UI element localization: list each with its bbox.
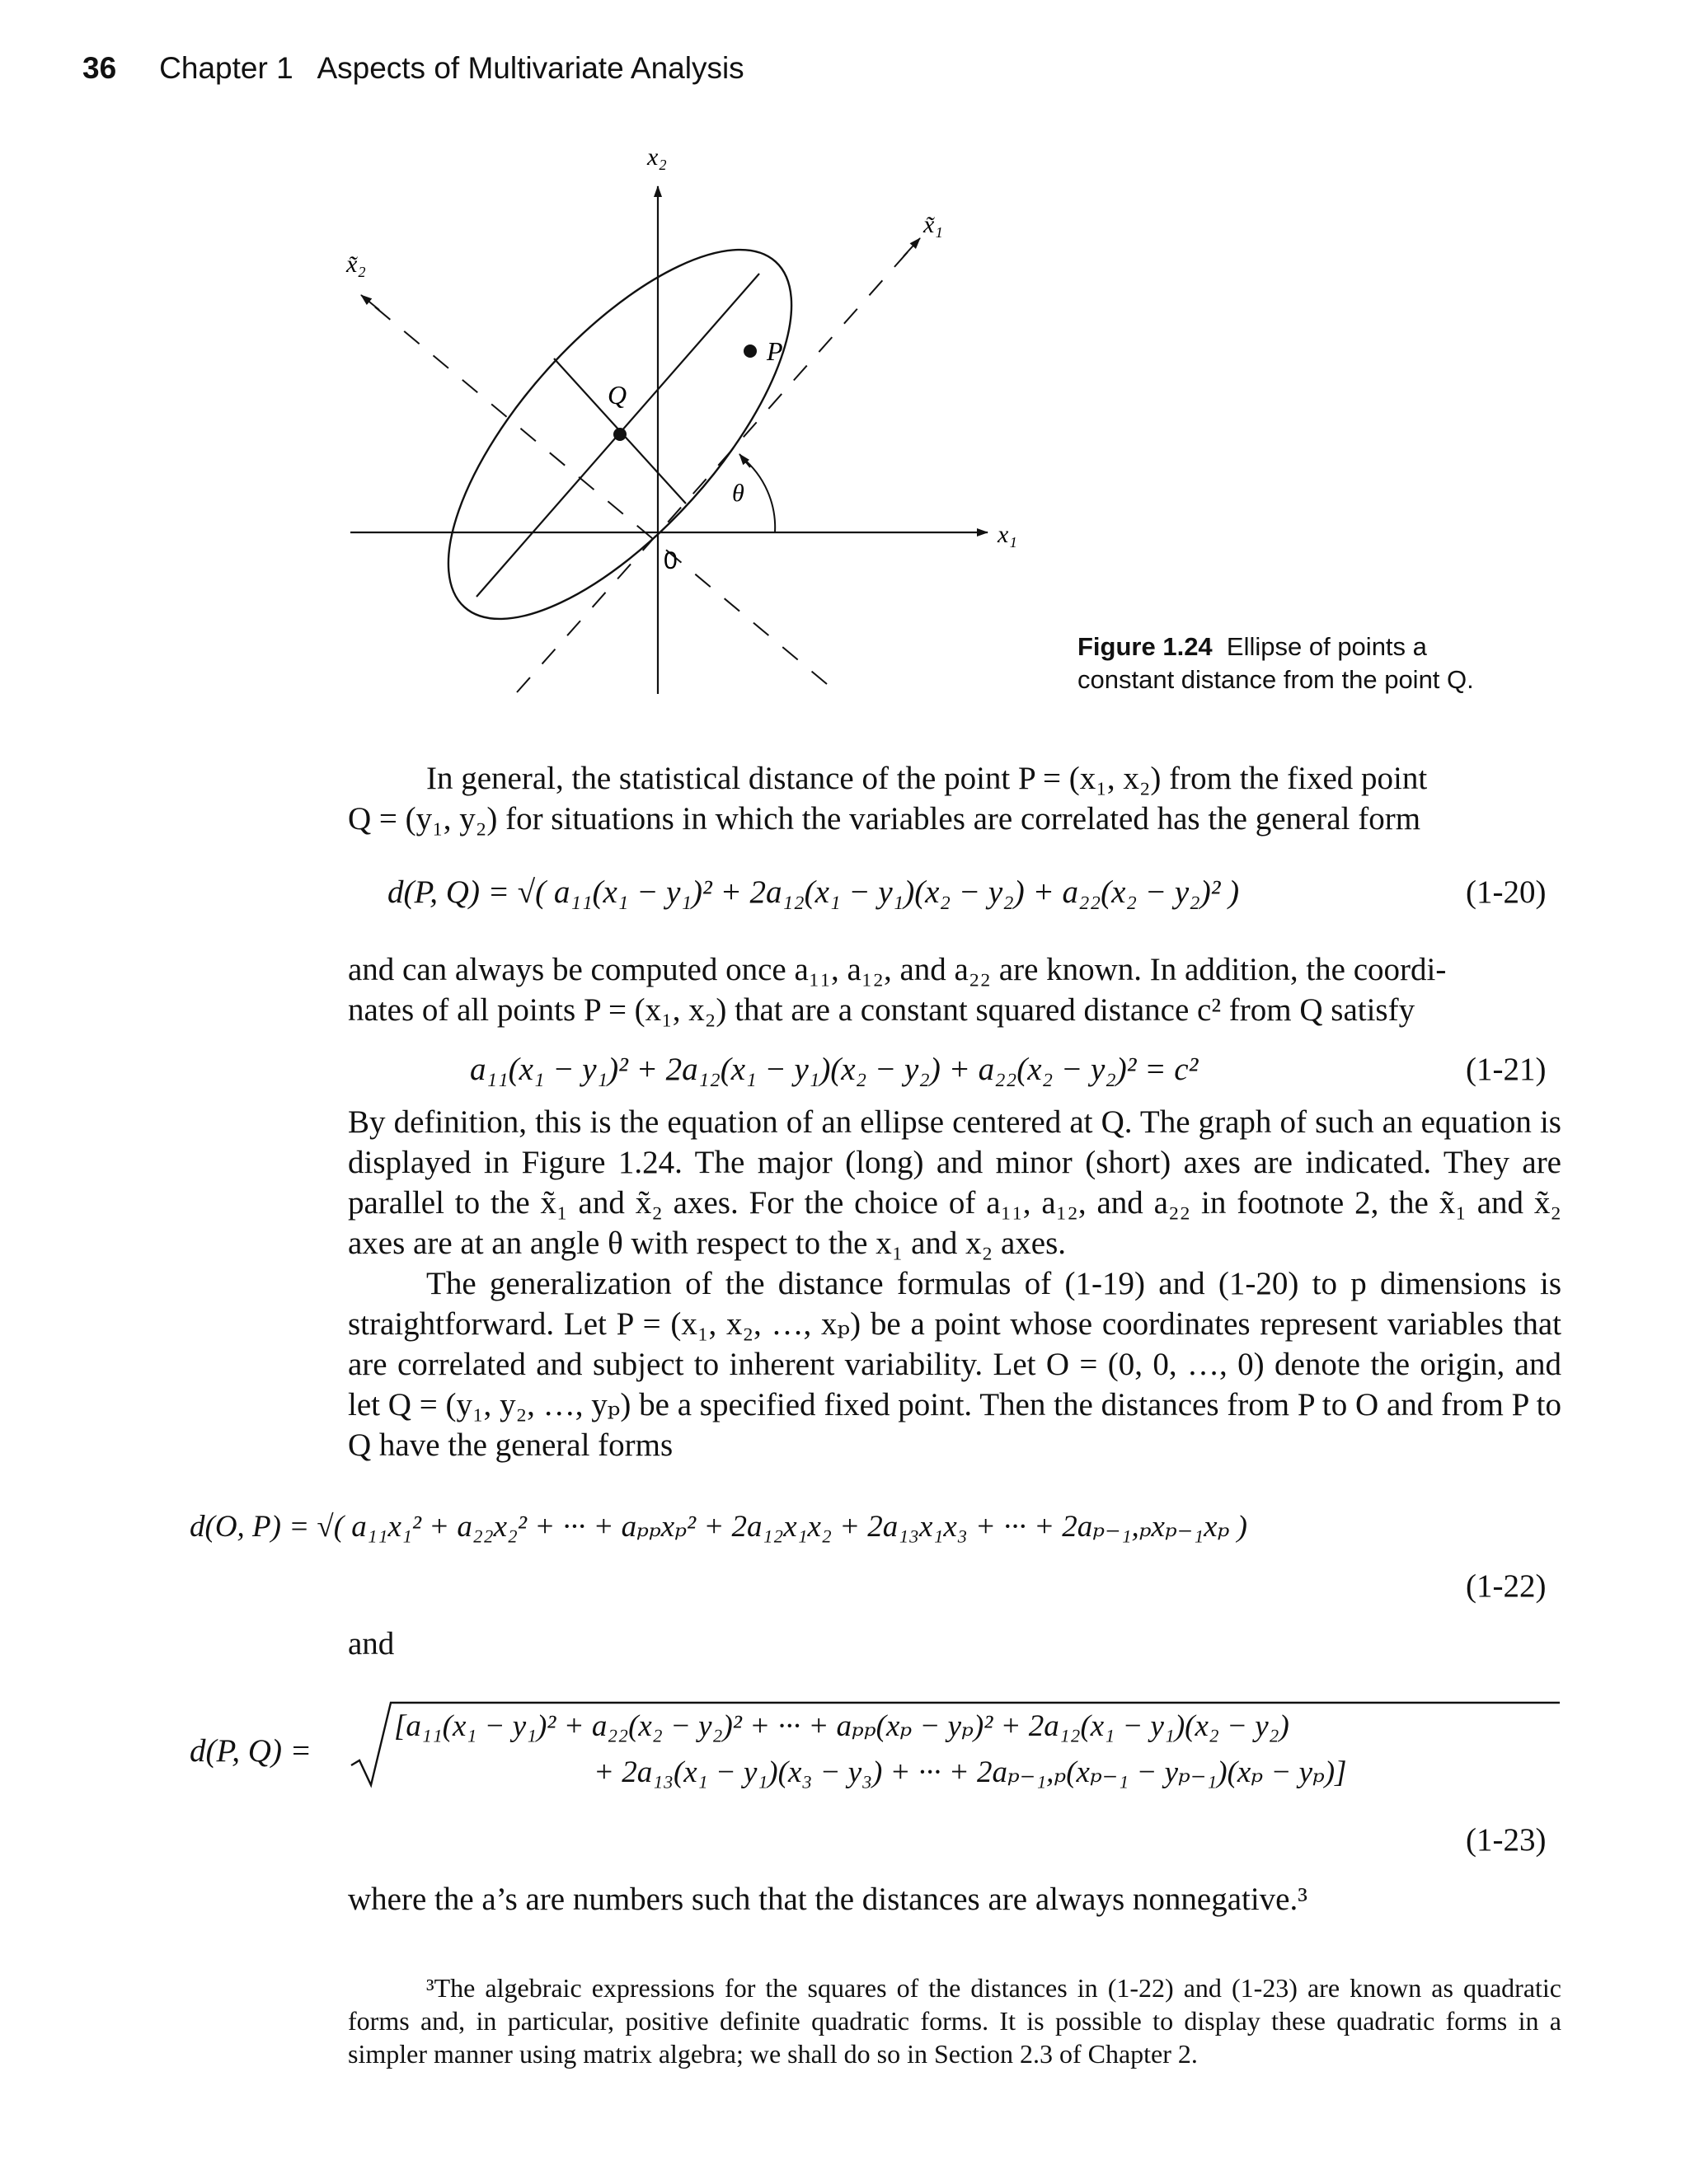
- paragraph-3: By definition, this is the equation of an ellipse centered at Q. The graph of such an equation is displayed in Figure 1.24. The major (long) and minor (short) axes are indicated. They are parallel to the x̃₁ and x̃₂ axes. For the choice of a₁₁, a₁₂, and a₂₂ in footnote 2, the x̃₁ and x̃₂ axes are at an angle θ with respect to the x₁ and x₂ axes.: [348, 1104, 1561, 1261]
- equation-1-23-lhs: d(P, Q) =: [190, 1733, 312, 1769]
- label-theta: θ: [732, 480, 744, 507]
- p1-line2: Q = (y₁, y₂) for situations in which the variables are correlated has the general form: [348, 801, 1421, 837]
- paragraph-5: where the a’s are numbers such that the distances are always nonnegative.³: [348, 1882, 1307, 1917]
- label-x2: x₂: [647, 143, 667, 171]
- theta-arc: [742, 457, 775, 532]
- equation-1-21-number: (1-21): [1466, 1052, 1547, 1087]
- equation-1-23-number: (1-23): [1466, 1822, 1547, 1858]
- point-Q: [613, 428, 627, 441]
- equation-1-23-line1: [a₁₁(x₁ − y₁)² + a₂₂(x₂ − y₂)² + ··· + aₚₚ(xₚ − yₚ)² + 2a₁₂(x₁ − y₁)(x₂ − y₂): [394, 1709, 1289, 1743]
- paragraph-4: The generalization of the distance formulas of (1-19) and (1-20) to p dimensions is straightforward. Let P = (x₁, x₂, …, xₚ) be a point whose coordinates represent variables that are correlated and subject to inherent variability. Let O = (0, 0, …, 0) denote the origin, and let Q = (y₁, y₂, …, yₚ) be a specified fixed point. Then the distances from P to O and from P to Q have the general forms: [348, 1266, 1561, 1463]
- equation-1-22: d(O, P) = √( a₁₁x₁² + a₂₂x₂² + ··· + aₚₚxₚ² + 2a₁₂x₁x₂ + 2a₁₃x₁x₃ + ··· + 2aₚ₋₁,ₚxₚ₋₁xₚ ): [190, 1510, 1247, 1544]
- and-word: and: [348, 1626, 395, 1661]
- figure-caption: [1077, 630, 1539, 696]
- paragraph-2: [348, 949, 1561, 1030]
- footnote: ³The algebraic expressions for the squares of the distances in (1-22) and (1-23) are known as quadratic forms and, in particular, positive definite quadratic forms. It is possible to display these quadratic forms in a simpler manner using matrix algebra; we shall do so in Section 2.3 of Chapter 2.: [348, 1973, 1561, 2069]
- equation-1-23-line2: + 2a₁₃(x₁ − y₁)(x₃ − y₃) + ··· + 2aₚ₋₁,ₚ(xₚ₋₁ − yₚ₋₁)(xₚ − yₚ)]: [594, 1755, 1347, 1789]
- x1-tilde-axis: [517, 239, 919, 692]
- p1-line1: In general, the statistical distance of the point P = (x₁, x₂) from the fixed point: [426, 761, 1428, 796]
- caption-line2: constant distance from the point Q.: [1077, 665, 1474, 694]
- p2-line1: and can always be computed once a₁₁, a₁₂, and a₂₂ are known. In addition, the coordi-: [348, 952, 1447, 987]
- running-title: Chapter 1 Aspects of Multivariate Analysis: [159, 51, 744, 85]
- caption-line1: Ellipse of points a: [1226, 632, 1427, 661]
- label-x1-tilde: x̃₁: [923, 211, 943, 238]
- page-number: 36: [82, 51, 117, 85]
- label-Q: Q: [608, 380, 627, 410]
- x2-tilde-axis: [363, 297, 827, 684]
- running-header: [82, 51, 744, 86]
- label-P: P: [767, 336, 783, 366]
- label-x1: x₁: [998, 521, 1017, 548]
- point-P: [744, 344, 757, 358]
- label-x2-tilde: x̃₂: [346, 251, 366, 278]
- equation-1-20: d(P, Q) = √( a₁₁(x₁ − y₁)² + 2a₁₂(x₁ − y₁)(x₂ − y₂) + a₂₂(x₂ − y₂)² ): [387, 874, 1240, 910]
- equation-1-21: a₁₁(x₁ − y₁)² + 2a₁₂(x₁ − y₁)(x₂ − y₂) + a₂₂(x₂ − y₂)² = c²: [470, 1052, 1199, 1087]
- label-origin: 0: [664, 547, 678, 574]
- equation-1-22-number: (1-22): [1466, 1568, 1547, 1604]
- equation-1-20-number: (1-20): [1466, 874, 1547, 910]
- paragraph-1: [348, 758, 1561, 839]
- ellipse-figure: [313, 124, 1220, 717]
- p2-line2: nates of all points P = (x₁, x₂) that are a constant squared distance c² from Q satisfy: [348, 992, 1415, 1028]
- caption-label: Figure 1.24: [1077, 632, 1213, 661]
